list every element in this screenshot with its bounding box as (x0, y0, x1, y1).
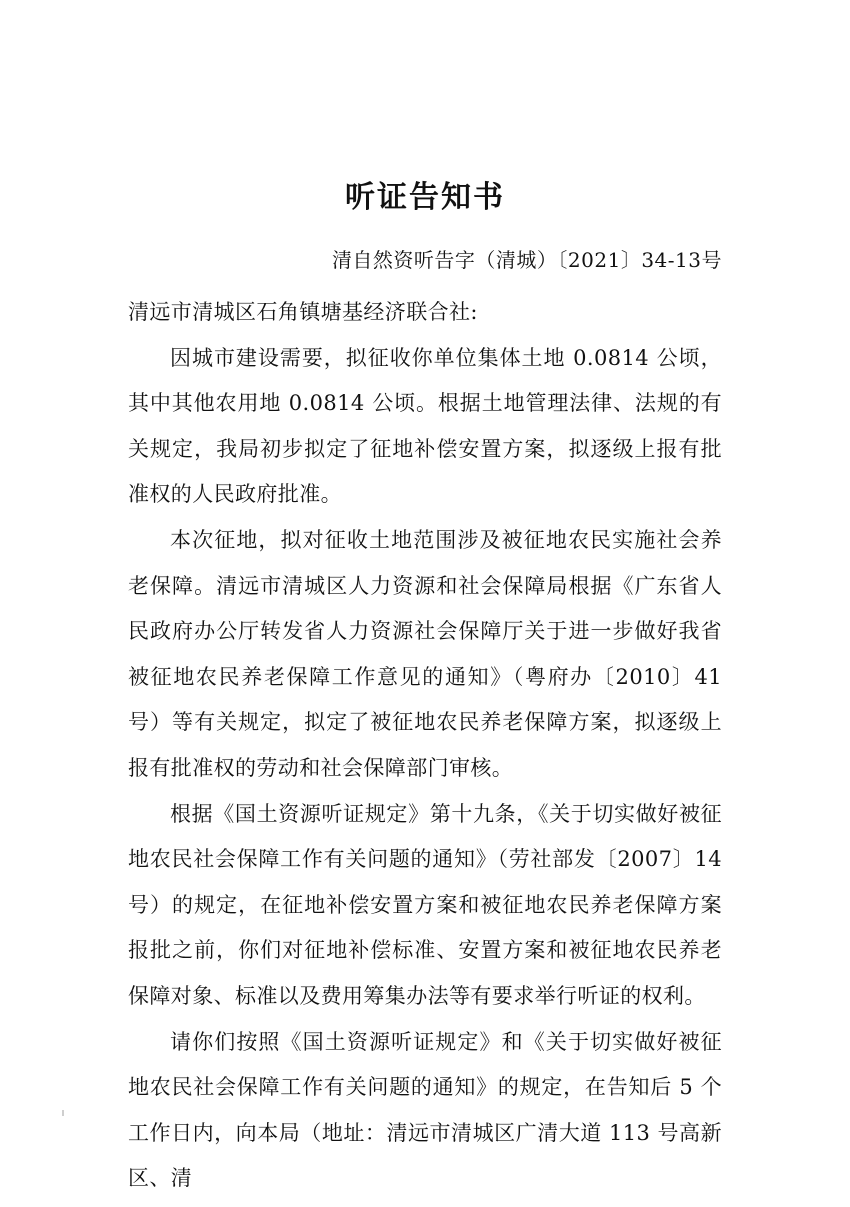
document-title: 听证告知书 (345, 180, 505, 215)
paragraph-land-acquisition: 因城市建设需要，拟征收你单位集体土地 0.0814 公顷，其中其他农用地 0.0814 公顷。根据土地管理法律、法规的有关规定，我局初步拟定了征地补偿安置方案，拟逐级上报有批准权的人民政府批准。 (128, 345, 722, 507)
paragraph-hearing-rights: 根据《国土资源听证规定》第十九条，《关于切实做好被征地农民社会保障工作有关问题的通知》（劳社部发〔2007〕14 号）的规定，在征地补偿安置方案和被征地农民养老保障方案报批之前，你们对征地补偿标准、安置方案和被征地农民养老保障对象、标准以及费用筹集办法等有要求举行听证的权利。 (128, 801, 722, 1008)
document-body (128, 290, 722, 1202)
paragraph-pension-security: 本次征地，拟对征收土地范围涉及被征地农民实施社会养老保障。清远市清城区人力资源和社会保障局根据《广东省人民政府办公厅转发省人力资源社会保障厅关于进一步做好我省被征地农民养老保障工作意见的通知》（粤府办〔2010〕41 号）等有关规定，拟定了被征地农民养老保障方案，拟逐级上报有批准权的劳动和社会保障部门审核。 (128, 527, 722, 780)
paragraph-hearing-request: 请你们按照《国土资源听证规定》和《关于切实做好被征地农民社会保障工作有关问题的通知》的规定，在告知后 5 个工作日内，向本局（地址：清远市清城区广清大道 113 号高新区、清 (128, 1029, 722, 1191)
document-number: 清自然资听告字（清城）〔2021〕34-13号 (331, 248, 722, 272)
salutation: 清远市清城区石角镇塘基经济联合社: (128, 300, 478, 324)
scan-speck (62, 1110, 64, 1116)
